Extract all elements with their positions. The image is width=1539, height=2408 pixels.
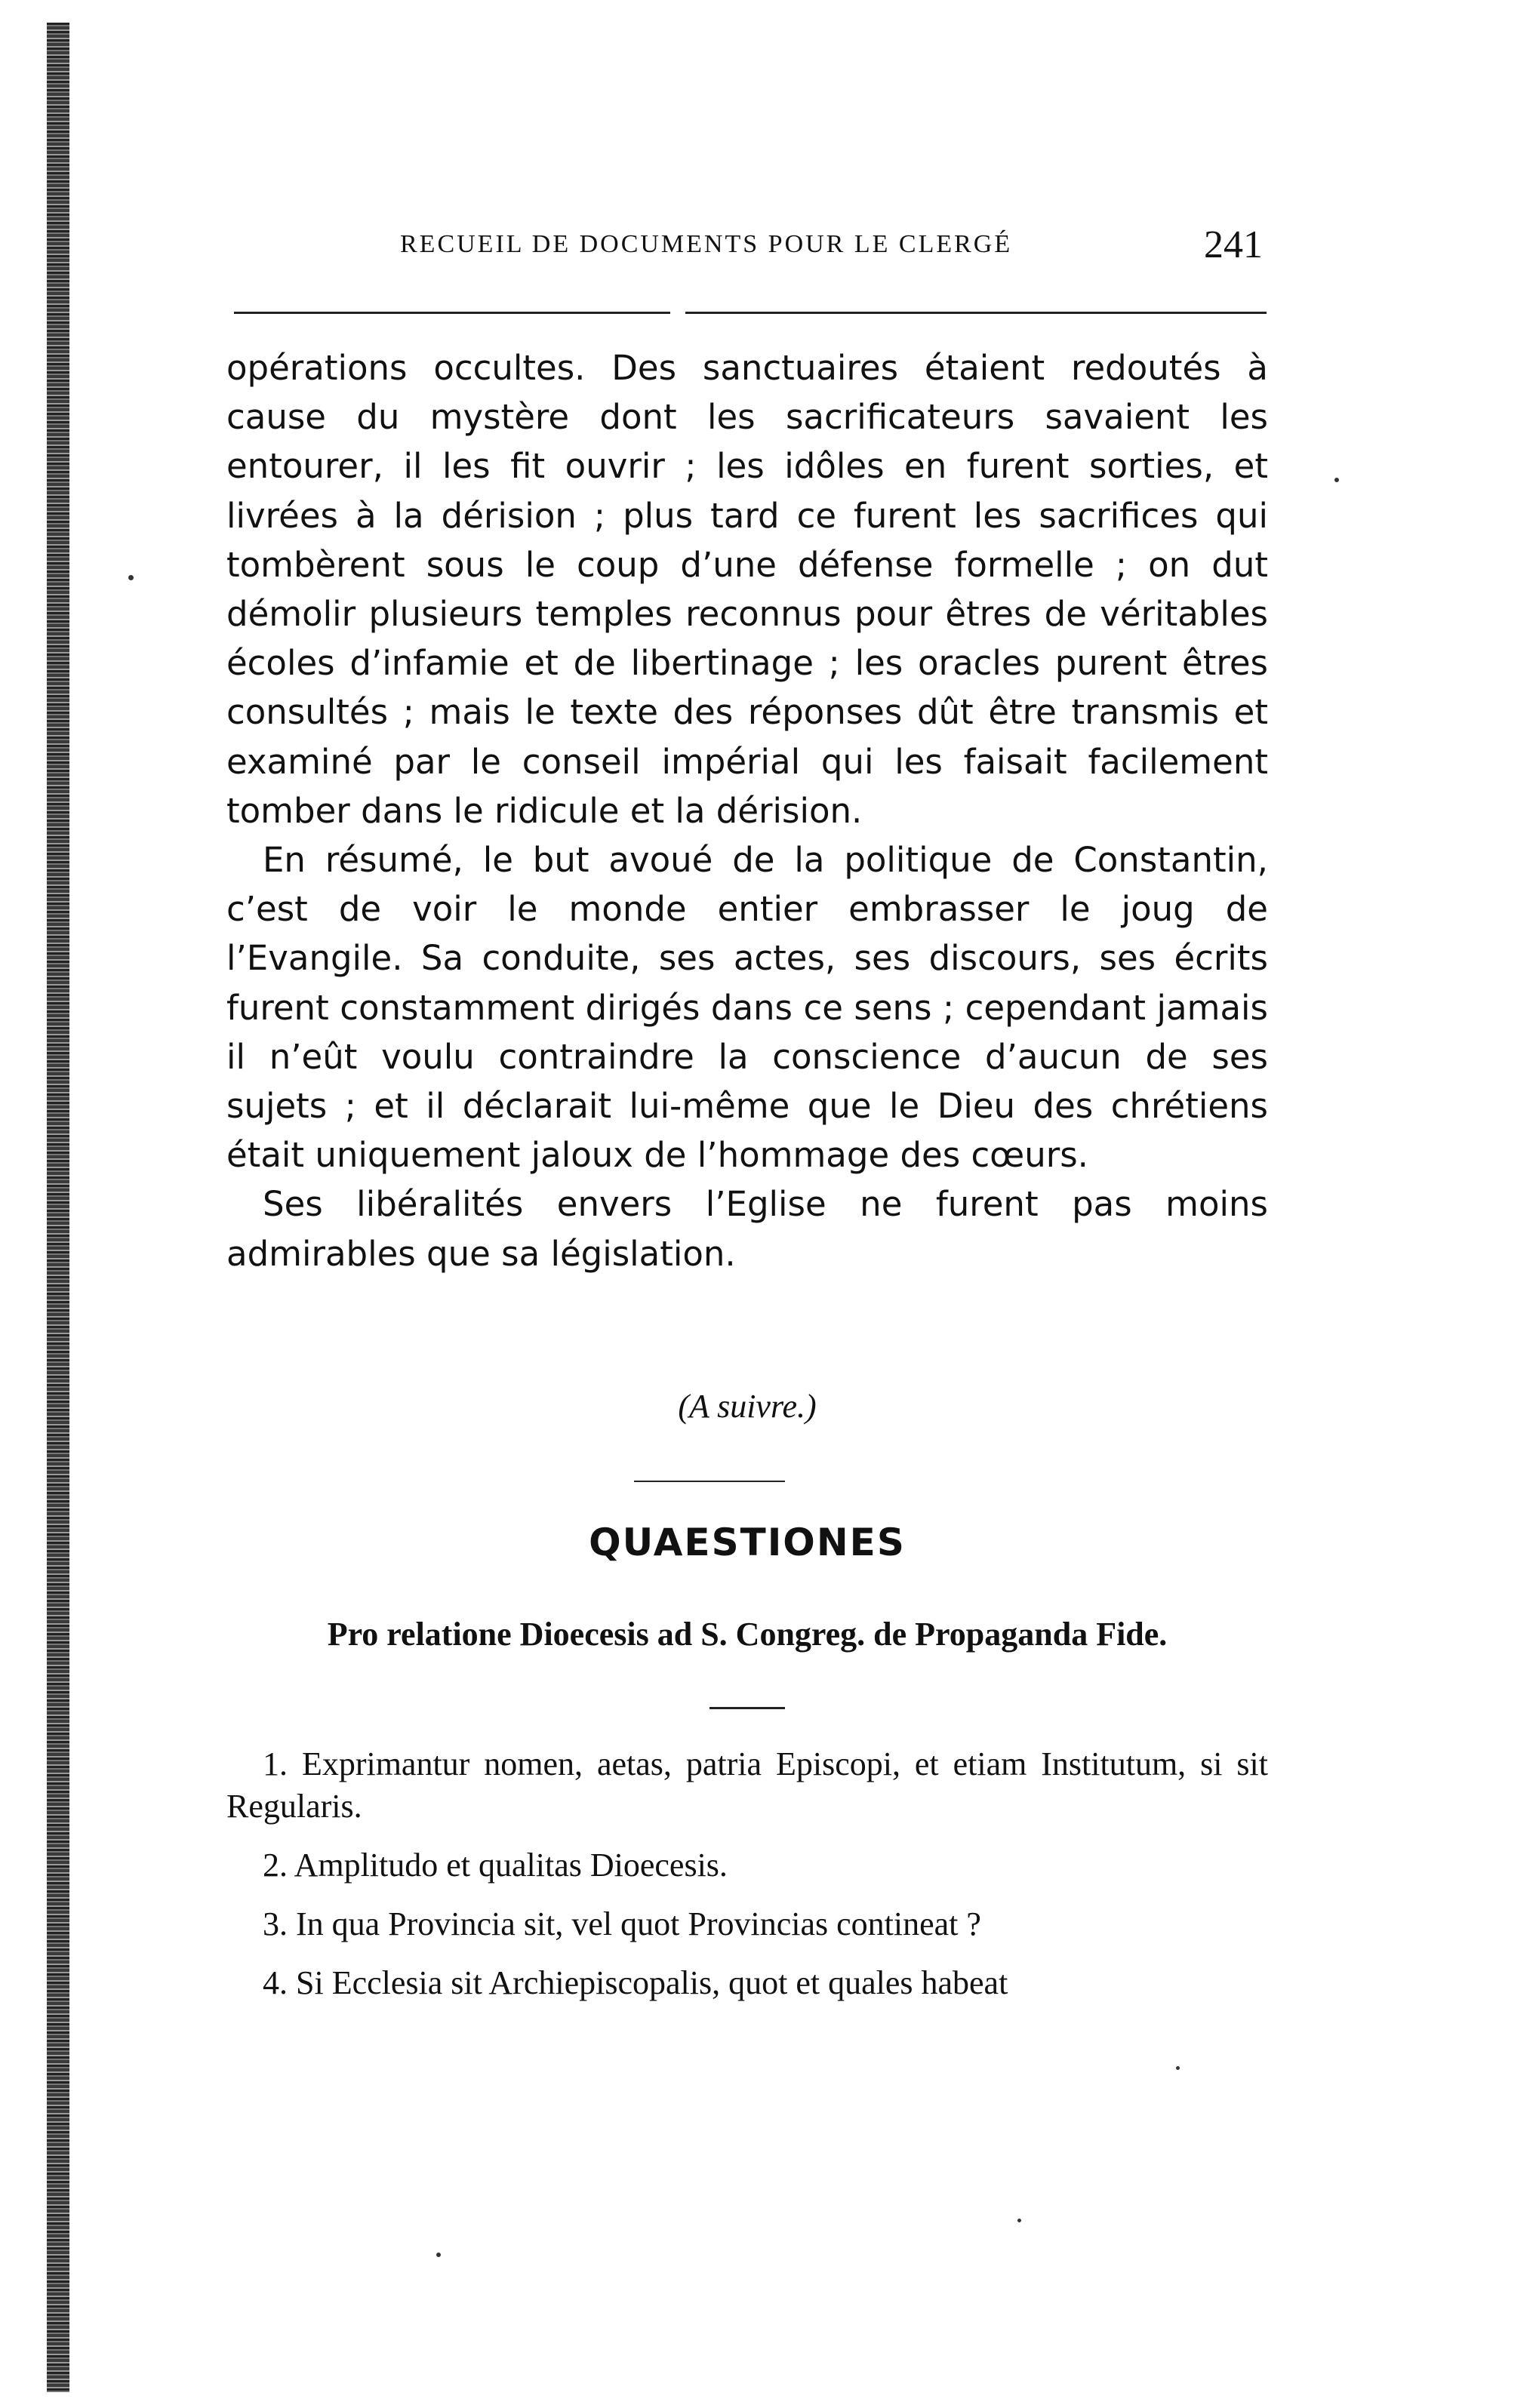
question-item: 1. Exprimantur nomen, aetas, patria Episcopi, et etiam Institutum, si sit Regularis.	[226, 1745, 1268, 1825]
subtitle-separator-rule	[709, 1707, 785, 1709]
question-item: 2. Amplitudo et qualitas Dioecesis.	[263, 1847, 728, 1884]
question-item: 4. Si Ecclesia sit Archiepiscopalis, quot et quales habeat	[263, 1964, 1008, 2001]
book-spine-edge	[47, 23, 69, 2392]
paper-speck	[436, 2253, 441, 2257]
to-be-continued-note: (A suivre.)	[678, 1388, 817, 1425]
paper-speck	[1334, 478, 1339, 482]
header-rule-left	[234, 312, 670, 314]
running-head: RECUEIL DE DOCUMENTS POUR LE CLERGÉ	[400, 230, 1013, 258]
section-title: QUAESTIONES	[589, 1521, 906, 1564]
body-text	[226, 343, 1268, 1278]
paper-speck	[1176, 2066, 1180, 2070]
paragraph-constantin: En résumé, le but avoué de la politique de Constantin, c’est de voir le monde entier embrasser le joug de l’Evangile. Sa conduite, ses actes, ses discours, ses écrits furent constamment dirigés dans ce sens ; cependant jamais il n’eût voulu contraindre la conscience d’aucun de ses sujets ; et il déclarait lui-même que le Dieu des chrétiens était uniquement jaloux de l’hommage des cœurs.	[226, 840, 1268, 1176]
question-item: 3. In qua Provincia sit, vel quot Provincias contineat ?	[263, 1905, 981, 1942]
header-rule-right	[685, 312, 1267, 314]
paragraph-continued: opérations occultes. Des sanctuaires étaient redoutés à cause du mystère dont les sacrificateurs savaient les entourer, il les fit ouvrir ; les idôles en furent sorties, et livrées à la dérision ; plus tard ce furent les sacrifices qui tombèrent sous le coup d’une défense formelle ; on dut démolir plusieurs temples reconnus pour êtres de véritables écoles d’infamie et de libertinage ; les oracles purent êtres consultés ; mais le texte des réponses dût être transmis et examiné par le conseil impérial qui les faisait facilement tomber dans le ridicule et la dérision.	[226, 348, 1268, 831]
paper-speck	[1017, 2219, 1021, 2222]
paper-speck	[128, 575, 134, 580]
paragraph-liberalites: Ses libéralités envers l’Eglise ne furent pas moins admirables que sa législation.	[226, 1184, 1268, 1274]
section-separator-rule	[634, 1481, 785, 1482]
page-number: 241	[1204, 223, 1263, 266]
section-subtitle: Pro relatione Dioecesis ad S. Congreg. de Propaganda Fide.	[327, 1616, 1168, 1653]
questions-list	[226, 1743, 1268, 2021]
